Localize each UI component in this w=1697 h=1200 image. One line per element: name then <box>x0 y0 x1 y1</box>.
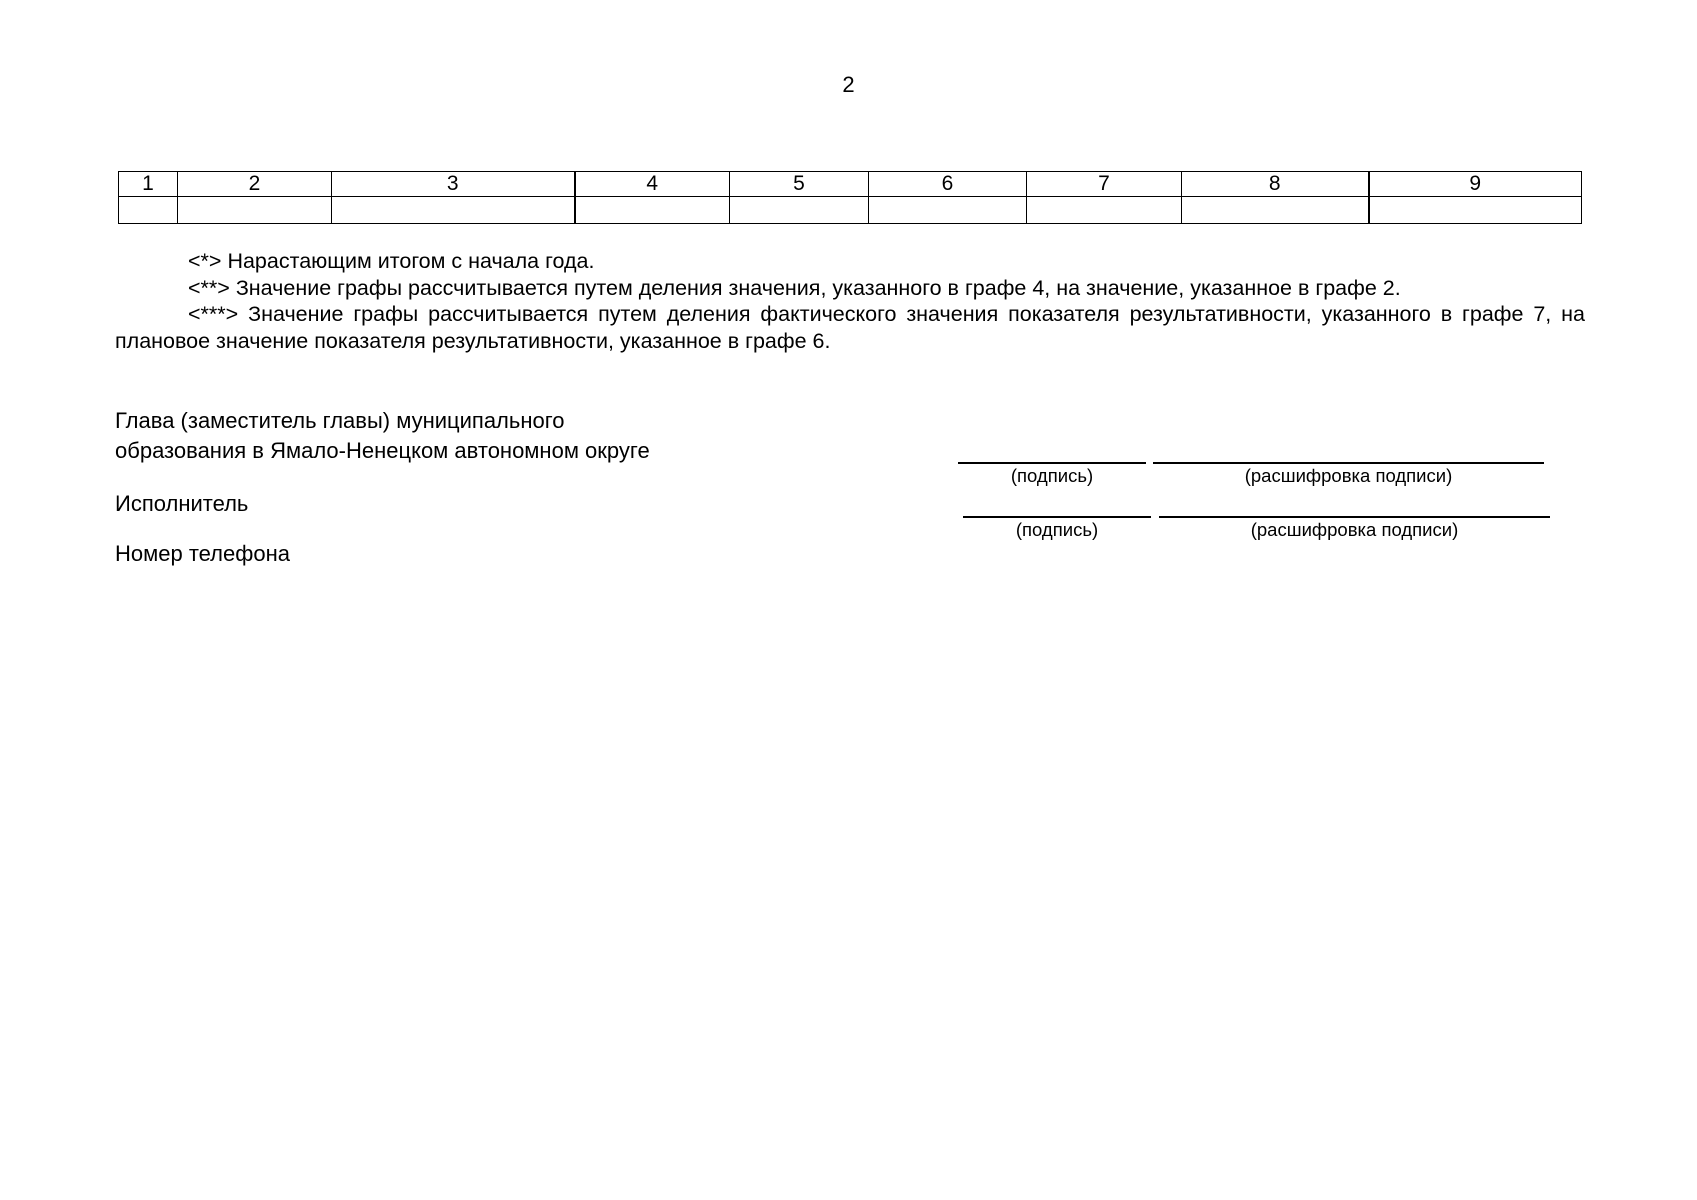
column-number-2: 2 <box>178 172 332 197</box>
column-number-1: 1 <box>119 172 178 197</box>
head-decoding-line <box>1153 462 1544 464</box>
table-cell <box>332 197 575 224</box>
head-signature-line <box>958 462 1146 464</box>
table-cell <box>730 197 869 224</box>
table-cell <box>869 197 1027 224</box>
column-number-7: 7 <box>1027 172 1182 197</box>
column-number-4: 4 <box>575 172 730 197</box>
table-cell <box>178 197 332 224</box>
executor-decoding-caption: (расшифровка подписи) <box>1250 519 1459 540</box>
head-title-line-1: Глава (заместитель главы) муниципального <box>115 408 565 433</box>
column-number-9: 9 <box>1369 172 1582 197</box>
footnotes <box>115 248 1585 354</box>
phone-label: Номер телефона <box>115 541 290 566</box>
executor-label: Исполнитель <box>115 491 249 516</box>
table-header-row <box>119 172 1582 197</box>
footnote-2: <**> Значение графы рассчитывается путем деления значения, указанного в графе 4, на значение, указанное в графе 2. <box>188 275 1401 300</box>
footnote-1: <*> Нарастающим итогом с начала года. <box>188 249 595 273</box>
footnote-3: <***> Значение графы рассчитывается путем деления фактического значения показателя результативности, указанного в графе 7, на плановое значение показателя результативности, указанное в графе 6. <box>115 302 1585 353</box>
table-cell <box>575 197 730 224</box>
executor-decoding-line <box>1159 516 1550 518</box>
page-number: 2 <box>842 72 855 97</box>
table-row <box>119 197 1582 224</box>
executor-signature-caption: (подпись) <box>1015 519 1099 540</box>
report-table <box>118 171 1582 224</box>
table-cell <box>1369 197 1582 224</box>
column-number-8: 8 <box>1182 172 1369 197</box>
table-cell <box>119 197 178 224</box>
table-cell <box>1027 197 1182 224</box>
column-number-6: 6 <box>869 172 1027 197</box>
head-title-line-2: образования в Ямало-Ненецком автономном округе <box>115 438 650 463</box>
executor-signature-line <box>963 516 1151 518</box>
table-cell <box>1182 197 1369 224</box>
column-number-3: 3 <box>332 172 575 197</box>
head-decoding-caption: (расшифровка подписи) <box>1244 465 1453 486</box>
column-number-5: 5 <box>730 172 869 197</box>
head-signature-caption: (подпись) <box>1010 465 1094 486</box>
